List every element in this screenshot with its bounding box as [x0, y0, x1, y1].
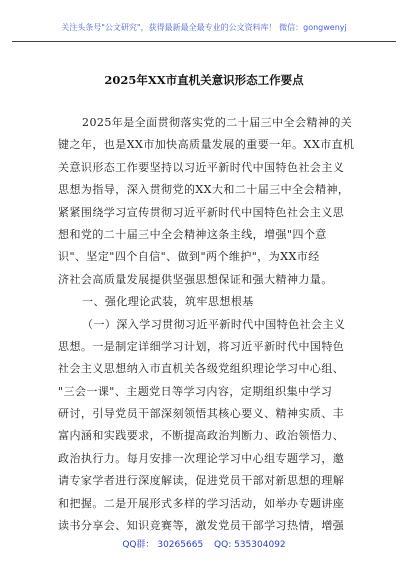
paragraph-line: 济社会高质量发展提供坚强思想保证和强大精神力量。: [58, 272, 333, 286]
paragraph-line: 想和党的二十届三中全会精神这条主线，增强"四个意: [58, 227, 327, 241]
header-banner: 关注头条号"公文研究"，获得最新最全最专业的公文资料库！ 微信：gongwenyj: [61, 23, 347, 32]
footer-contact: [0, 537, 408, 550]
document-title: 2025年XX市直机关意识形态工作要点: [104, 73, 304, 87]
paragraph-line: 识"、坚定"四个自信"、做到"两个维护"，为XX市经: [58, 250, 320, 264]
paragraph-line: 社会主义思想纳入市直机关各级党组织理论学习中心组、: [58, 362, 345, 376]
paragraph-line: 请专家学者进行深度解读，促进党员干部对新思想的理解: [58, 474, 345, 488]
paragraph-line: 紧紧围绕学习宣传贯彻习近平新时代中国特色社会主义思: [58, 205, 345, 219]
footer-qq: QQ: 535304092: [214, 540, 286, 550]
paragraph-line: 键之年，也是XX市加快高质量发展的重要一年。XX市直机: [58, 138, 355, 152]
paragraph-line: "三会一课"、主题党日等学习内容，定期组织集中学习: [58, 384, 333, 398]
paragraph-line: 和把握。二是开展形式多样的学习活动，如举办专题讲座: [58, 496, 345, 510]
header-divider: [12, 41, 396, 42]
footer-qq-group: QQ群： 30265665: [122, 540, 204, 550]
paragraph-line: 研讨，引导党员干部深刻领悟其核心要义、精神实质、丰: [58, 407, 345, 421]
subsection-heading: （一）深入学习贯彻习近平新时代中国特色社会主义: [82, 317, 346, 331]
paragraph-line: 2025年是全面贯彻落实党的二十届三中全会精神的关: [82, 116, 353, 129]
paragraph-line: 政治执行力。每月安排一次理论学习中心组专题学习，邀: [58, 451, 345, 465]
paragraph-line: 读书分享会、知识竞赛等，激发党员干部学习热情，增强: [58, 519, 345, 533]
document-body: [58, 112, 358, 537]
paragraph-line: 思想为指导，深入贯彻党的XX大和二十届三中全会精神，: [58, 183, 350, 197]
section-heading: 一、强化理论武装，筑牢思想根基: [82, 295, 254, 309]
paragraph-line: 富内涵和实践要求，不断提高政治判断力、政治领悟力、: [58, 429, 345, 443]
paragraph-line: 思想。一是制定详细学习计划，将习近平新时代中国特色: [58, 339, 345, 353]
paragraph-line: 关意识形态工作要坚持以习近平新时代中国特色社会主义: [58, 160, 345, 174]
